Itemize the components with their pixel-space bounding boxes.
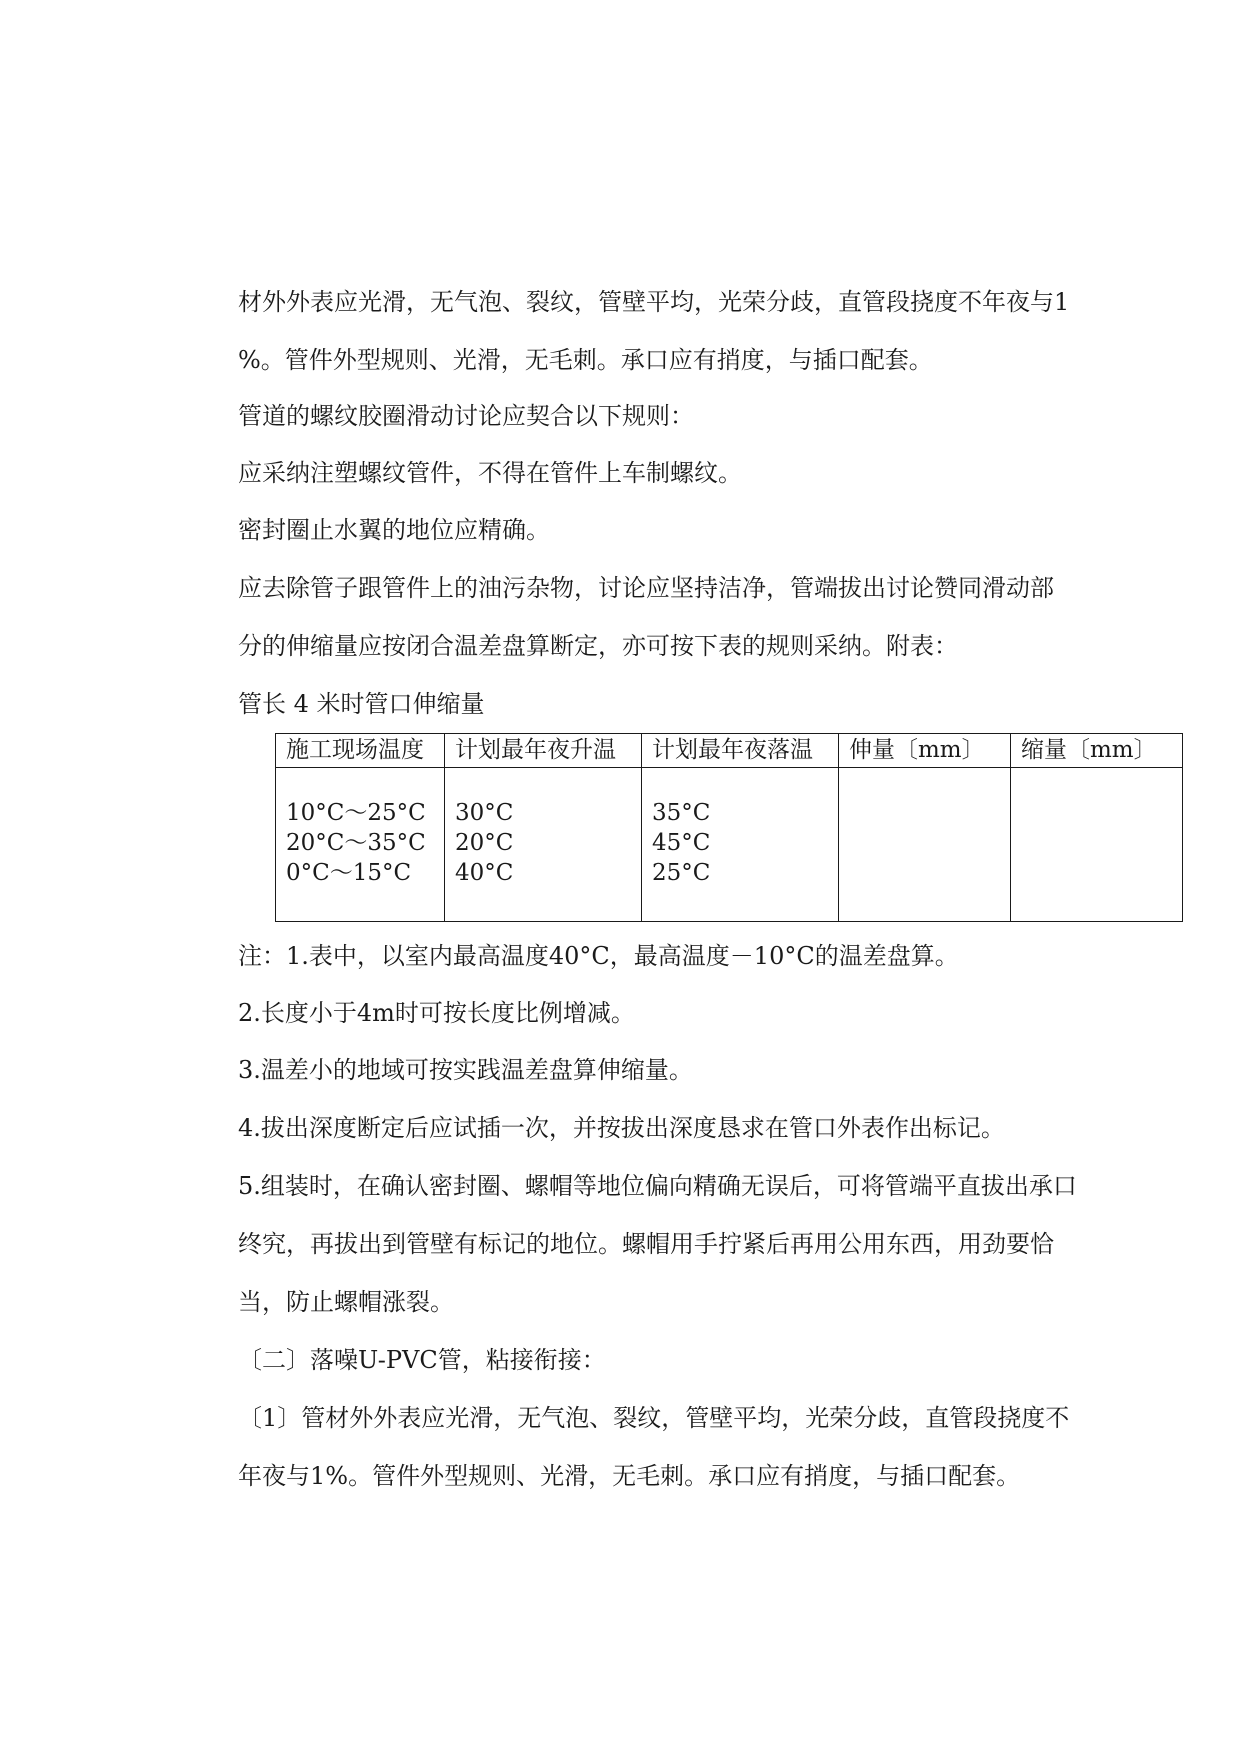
table-header-cell: 伸量〔mm〕 [839, 734, 1011, 768]
table-cell-expansion [839, 768, 1011, 922]
table-header-cell: 施工现场温度 [276, 734, 445, 768]
cell-value: 20°C～35°C [286, 830, 426, 856]
paragraph-line: %。管件外型规则、光滑，无毛刺。承口应有捎度，与插口配套。 [238, 346, 933, 374]
table-header-cell: 计划最年夜落温 [642, 734, 839, 768]
paragraph-line: 材外外表应光滑，无气泡、裂纹，管壁平均，光荣分歧，直管段挠度不年夜与1 [238, 288, 1070, 316]
cell-value: 35°C [652, 800, 711, 826]
note-line: 4.拔出深度断定后应试插一次，并按拔出深度恳求在管口外表作出标记。 [238, 1114, 1005, 1142]
table-header-cell: 缩量〔mm〕 [1011, 734, 1183, 768]
cell-value: 10°C～25°C [286, 800, 426, 826]
table-cell-max-rise [445, 768, 642, 922]
paragraph-line: 应采纳注塑螺纹管件，不得在管件上车制螺纹。 [238, 459, 742, 487]
paragraph-line: 管道的螺纹胶圈滑动讨论应契合以下规则： [238, 402, 694, 430]
table-cell-max-drop [642, 768, 839, 922]
note-line: 终究，再拔出到管壁有标记的地位。螺帽用手拧紧后再用公用东西，用劲要恰 [238, 1230, 1054, 1258]
paragraph-line: 〔1〕管材外外表应光滑，无气泡、裂纹，管壁平均，光荣分歧，直管段挠度不 [238, 1404, 1070, 1432]
cell-value: 45°C [652, 830, 711, 856]
paragraph-line: 密封圈止水翼的地位应精确。 [238, 516, 550, 544]
paragraph-line: 年夜与1%。管件外型规则、光滑，无毛刺。承口应有捎度，与插口配套。 [238, 1462, 1021, 1490]
cell-value: 30°C [455, 800, 514, 826]
cell-value: 25°C [652, 860, 711, 886]
table-row [276, 768, 1183, 922]
section-heading: 〔二〕落噪U-PVC管，粘接衔接： [238, 1346, 606, 1374]
cell-value: 0°C～15°C [286, 860, 412, 886]
table-header-cell: 计划最年夜升温 [445, 734, 642, 768]
table-cell-contraction [1011, 768, 1183, 922]
paragraph-line: 应去除管子跟管件上的油污杂物，讨论应坚持洁净，管端拔出讨论赞同滑动部 [238, 574, 1054, 602]
table-header-row [276, 734, 1183, 768]
note-line: 3.温差小的地域可按实践温差盘算伸缩量。 [238, 1056, 693, 1084]
note-line: 5.组装时，在确认密封圈、螺帽等地位偏向精确无误后，可将管端平直拔出承口 [238, 1172, 1077, 1200]
expansion-table [275, 733, 1183, 922]
table-cell-site-temperature [276, 768, 445, 922]
note-line: 2.长度小于4m时可按长度比例增减。 [238, 999, 635, 1027]
table-caption: 管长 4 米时管口伸缩量 [238, 690, 485, 718]
note-line: 当，防止螺帽涨裂。 [238, 1288, 454, 1316]
cell-value: 20°C [455, 830, 514, 856]
paragraph-line: 分的伸缩量应按闭合温差盘算断定，亦可按下表的规则采纳。附表： [238, 632, 958, 660]
note-line: 注：1.表中，以室内最高温度40°C，最高温度－10°C的温差盘算。 [238, 942, 959, 970]
cell-value: 40°C [455, 860, 514, 886]
